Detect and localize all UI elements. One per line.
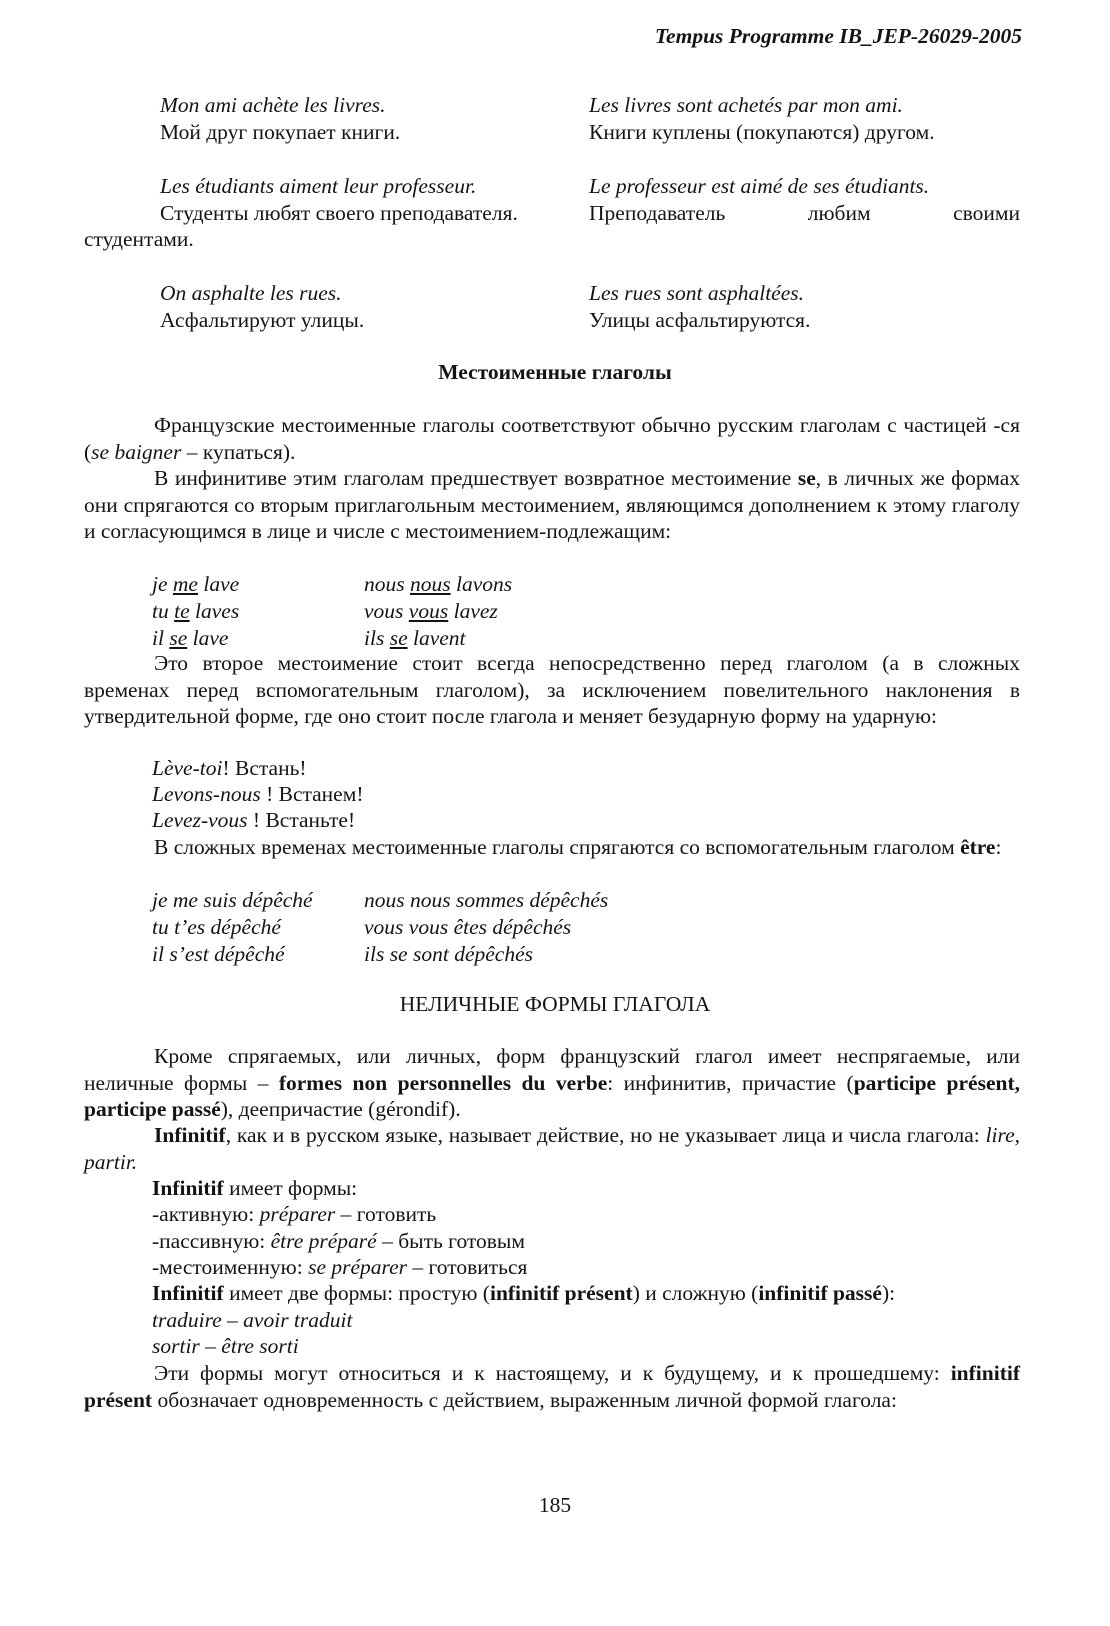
paragraph-2: В инфинитиве этим глаголам предшествует возвратное местоимение se, в личных же формах они спрягаются со вторым приглагольным местоимением, являющимся дополнением к этому глаголу и согласующимся в лице и числе с местоимением-подлежащим: (84, 466, 1020, 544)
fr-passive-sentence: Le professeur est aimé de ses étudiants. (589, 174, 930, 198)
ru-passive-sentence: Преподаватель любим своими (589, 200, 1020, 225)
section-title-nonfinite-forms: НЕЛИЧНЫЕ ФОРМЫ ГЛАГОЛА (399, 992, 711, 1016)
paragraph-4: В сложных временах местоименные глаголы спрягаются со вспомогательным глаголом être: (154, 835, 1002, 859)
running-header: Tempus Programme IB_JEP-26029-2005 (654, 24, 1022, 48)
imperative-example: Lève-toi! Встань! (152, 756, 307, 780)
section-title-pronominal-verbs: Местоименные глаголы (438, 360, 672, 384)
conjugation-row: je me suis dépêché nous nous sommes dépêchés (152, 888, 609, 912)
ru-active-continuation: студентами. (84, 227, 194, 251)
ru-passive-sentence: Книги куплены (покупаются) другом. (589, 119, 935, 144)
fr-active-sentence: On asphalte les rues. (160, 281, 342, 305)
infinitive-pair-example: sortir – être sorti (152, 1334, 299, 1358)
conjugation-table-se-depecher (152, 887, 852, 968)
imperative-example: Levez-vous ! Встаньте! (152, 808, 356, 832)
infinitive-form-item: -пассивную: être préparé – быть готовым (152, 1229, 525, 1253)
paragraph-1: Французские местоименные глаголы соответствуют обычно русским глаголам с частицей -ся (se baigner – купаться). (84, 413, 1020, 464)
imperative-example: Levons-nous ! Встанем! (152, 782, 364, 806)
conjugation-row: il se lave ils se lavent (152, 626, 466, 650)
fr-active-sentence: Mon ami achète les livres. (160, 93, 386, 117)
paragraph-6: Infinitif, как и в русском языке, называет действие, но не указывает лица и числа глагола: lire, partir. (84, 1123, 1020, 1174)
ru-active-sentence: Мой друг покупает книги. (160, 119, 401, 144)
infinitive-two-forms: Infinitif имеет две формы: простую (infinitif présent) и сложную (infinitif passé): (152, 1281, 896, 1305)
paragraph-5: Кроме спрягаемых, или личных, форм французский глагол имеет неспрягаемые, или неличные формы – formes non personnelles du verbe: инфинитив, причастие (participe présent, participe passé), деепричастие (gérondif). (84, 1044, 1020, 1122)
ru-active-sentence: Студенты любят своего преподавателя. (160, 200, 518, 225)
ru-active-sentence: Асфальтируют улицы. (160, 307, 365, 332)
paragraph-3: Это второе местоимение стоит всегда непосредственно перед глаголом (а в сложных временах перед вспомогательным глаголом), за исключением повелительного наклонения в утвердительной форме, где оно стоит после глагола и меняет безударную форму на ударную: (84, 651, 1020, 729)
infinitive-pair-example: traduire – avoir traduit (152, 1308, 353, 1332)
fr-passive-sentence: Les rues sont asphaltées. (589, 281, 804, 305)
infinitive-form-item: -активную: préparer – готовить (152, 1202, 437, 1226)
conjugation-row: je me lave nous nous lavons (152, 572, 513, 596)
fr-active-sentence: Les étudiants aiment leur professeur. (160, 174, 477, 198)
infinitive-form-item: -местоименную: se préparer – готовиться (152, 1255, 528, 1279)
conjugation-row: il s’est dépêché ils se sont dépêchés (152, 942, 533, 966)
conjugation-row: tu t’es dépêché vous vous êtes dépêchés (152, 915, 572, 939)
page-number: 185 (538, 1493, 572, 1517)
infinitive-forms-intro: Infinitif имеет формы: (152, 1176, 358, 1200)
fr-passive-sentence: Les livres sont achetés par mon ami. (589, 93, 903, 117)
conjugation-table-laver (152, 571, 852, 652)
paragraph-9: Эти формы могут относиться и к настоящему, и к будущему, и к прошедшему: infinitif présent обозначает одновременность с действием, выраженным личной формой глагола: (84, 1361, 1020, 1412)
conjugation-row: tu te laves vous vous lavez (152, 599, 498, 623)
ru-passive-sentence: Улицы асфальтируются. (589, 307, 811, 332)
